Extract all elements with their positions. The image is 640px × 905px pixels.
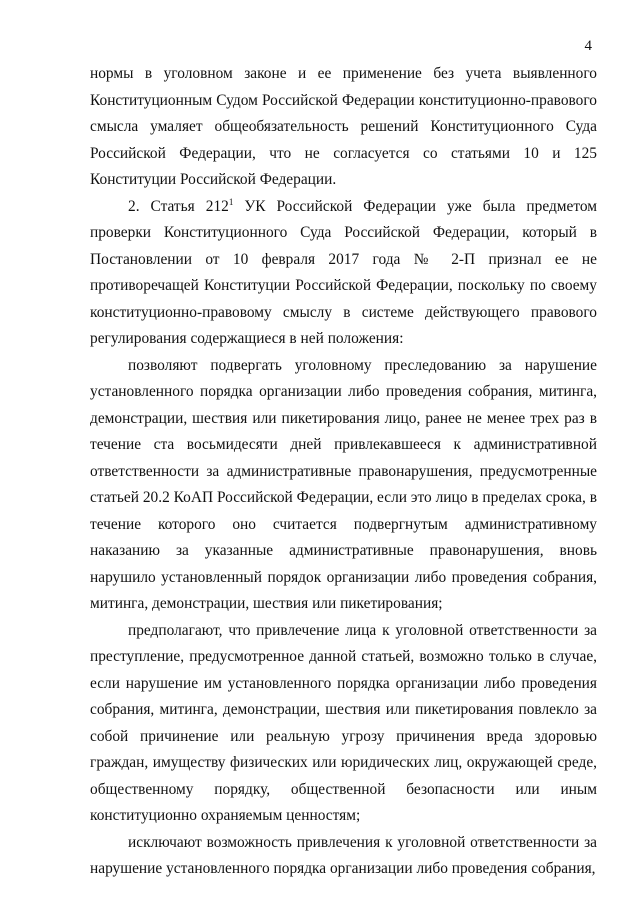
article-superscript: 1 [228,196,234,207]
paragraph-continuation: нормы в уголовном законе и ее применение без учета выявленного Конституционным Судом Российской Федерации конституционно-правового смысла умаляет общеобязательность решений Конституционного Суда Российской Федерации, что не согласуется со статьями 10 и 125 Конституции Российской Федерации. [90,65,597,188]
paragraph-presume-harm: предполагают, что привлечение лица к уголовной ответственности за преступление, предусмотренное данной статьей, возможно только в случае, если нарушение им установленного порядка организации либо проведения собрания, митинга, демонстрации, шествия или пикетирования повлекло за собой причинение или реальную угрозу причинения вреда здоровью граждан, имуществу физических или юридических лиц, окружающей среде, общественному порядку, общественной безопасности или иным конституционно охраняемым ценностям; [90,621,597,824]
paragraph-text-start: 2. Статья 212 [128,197,229,215]
paragraph-article-212 [90,194,597,353]
paragraph-exclude-liability: исключают возможность привлечения к уголовной ответственности за нарушение установленного порядка организации либо проведения собрания, [90,833,597,877]
document-body [90,61,597,883]
page-number: 4 [584,38,592,54]
paragraph-text-end: УК Российской Федерации уже была предметом проверки Конституционного Суда Российской Федерации, который в Постановлении от 10 февраля 2017 года № 2-П признал ее не противоречащей Конституции Российской Федерации, поскольку по своему конституционно-правовому смыслу в системе действующего правового регулирования содержащиеся в ней положения: [90,197,598,347]
paragraph-allow-prosecution: позволяют подвергать уголовному преследованию за нарушение установленного порядка организации либо проведения собрания, митинга, демонстрации, шествия или пикетирования лицо, ранее не менее трех раз в течение ста восьмидесяти дней привлекавшееся к административной ответственности за административные правонарушения, предусмотренные статьей 20.2 КоАП Российской Федерации, если это лицо в пределах срока, в течение которого оно считается подвергнутым административному наказанию за указанные административные правонарушения, вновь нарушило установленный порядок организации либо проведения собрания, митинга, демонстрации, шествия или пикетирования; [90,356,597,612]
